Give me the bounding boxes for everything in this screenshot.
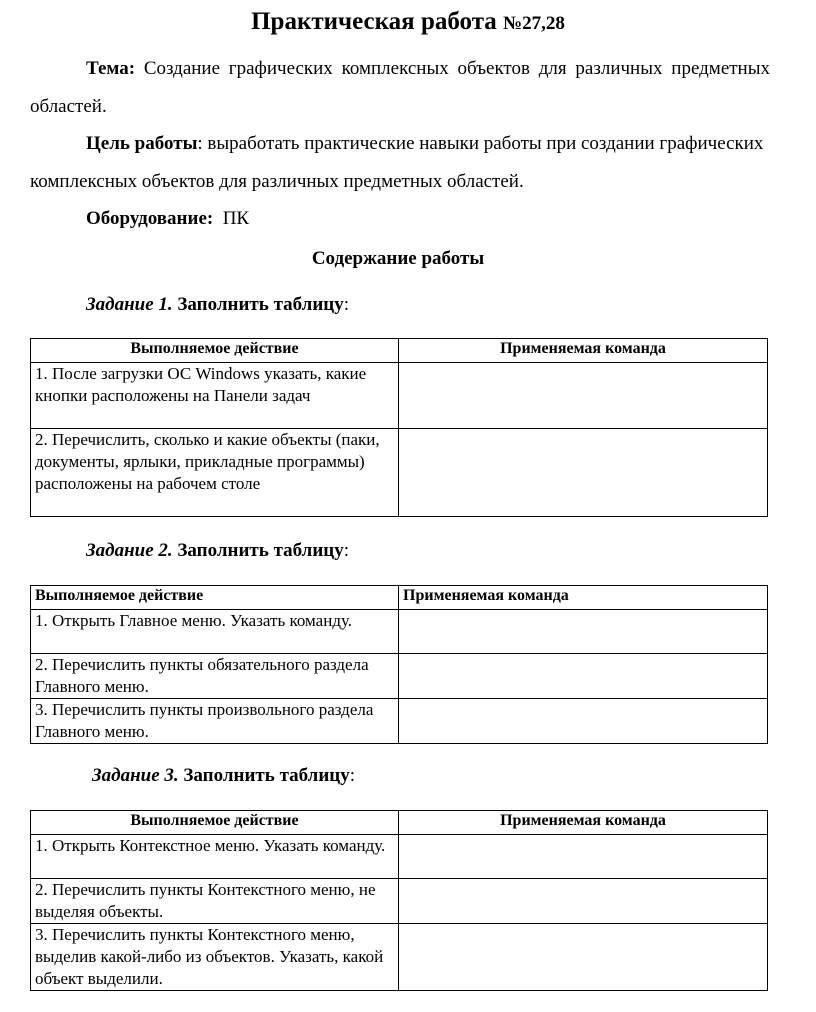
table-row [31, 924, 768, 991]
task-1-table [30, 338, 768, 517]
topic-paragraph [30, 50, 770, 126]
table-row [31, 654, 768, 699]
action-cell: 2. Перечислить, сколько и какие объекты (паки, документы, ярлыки, прикладные программы) расположены на рабочем столе [31, 429, 399, 517]
column-header-action: Выполняемое действие [31, 586, 399, 610]
title-number: №27,28 [503, 13, 565, 34]
command-cell[interactable] [399, 654, 768, 699]
command-cell[interactable] [399, 879, 768, 924]
column-header-action: Выполняемое действие [31, 811, 399, 835]
topic-text: Создание графических комплексных объектов для различных предметных областей. [30, 58, 770, 117]
table-row [31, 429, 768, 517]
action-cell: 1. После загрузки ОС Windows указать, какие кнопки расположены на Панели задач [31, 363, 399, 429]
table-header-row [31, 811, 768, 835]
task-2-label: Задание 2. [86, 540, 173, 561]
task-3-label: Задание 3. [92, 765, 179, 786]
table-header-row [31, 339, 768, 363]
command-cell[interactable] [399, 363, 768, 429]
task-1-colon: : [343, 294, 349, 315]
column-header-command: Применяемая команда [399, 811, 768, 835]
task-3-table [30, 810, 768, 991]
goal-text: : выработать практические навыки работы при создании графических комплексных объектов для различных предметных областей. [30, 133, 764, 192]
task-2-instruction: Заполнить таблицу [172, 540, 344, 561]
column-header-action: Выполняемое действие [31, 339, 399, 363]
task-2-table [30, 585, 768, 744]
column-header-command: Применяемая команда [399, 586, 768, 610]
equipment-text: ПК [213, 208, 250, 229]
command-cell[interactable] [399, 835, 768, 879]
table-row [31, 879, 768, 924]
table-row [31, 835, 768, 879]
action-cell: 3. Перечислить пункты произвольного раздела Главного меню. [31, 699, 399, 744]
action-cell: 3. Перечислить пункты Контекстного меню, выделив какой-либо из объектов. Указать, какой объект выделили. [31, 924, 399, 991]
task-1-heading [86, 294, 349, 316]
equipment-paragraph [30, 200, 770, 238]
equipment-label: Оборудование: [86, 208, 214, 229]
command-cell[interactable] [399, 924, 768, 991]
content-heading: Содержание работы [311, 248, 485, 269]
action-cell: 2. Перечислить пункты обязательного раздела Главного меню. [31, 654, 399, 699]
task-1-label: Задание 1. [86, 294, 173, 315]
command-cell[interactable] [399, 429, 768, 517]
command-cell[interactable] [399, 699, 768, 744]
action-cell: 1. Открыть Контекстное меню. Указать команду. [31, 835, 399, 879]
table-row [31, 363, 768, 429]
task-2-colon: : [343, 540, 349, 561]
column-header-command: Применяемая команда [399, 339, 768, 363]
table-row [31, 610, 768, 654]
task-1-instruction: Заполнить таблицу [172, 294, 344, 315]
action-cell: 2. Перечислить пункты Контекстного меню, не выделяя объекты. [31, 879, 399, 924]
goal-paragraph [30, 125, 770, 201]
goal-label: Цель работы [86, 133, 198, 154]
table-header-row [31, 586, 768, 610]
command-cell[interactable] [399, 610, 768, 654]
action-cell: 1. Открыть Главное меню. Указать команду. [31, 610, 399, 654]
topic-label: Тема: [86, 58, 136, 79]
title-main: Практическая работа [251, 8, 504, 35]
task-3-colon: : [349, 765, 355, 786]
task-3-heading [92, 765, 355, 787]
task-2-heading [86, 540, 349, 562]
document-title [0, 8, 816, 36]
task-3-instruction: Заполнить таблицу [178, 765, 350, 786]
table-row [31, 699, 768, 744]
